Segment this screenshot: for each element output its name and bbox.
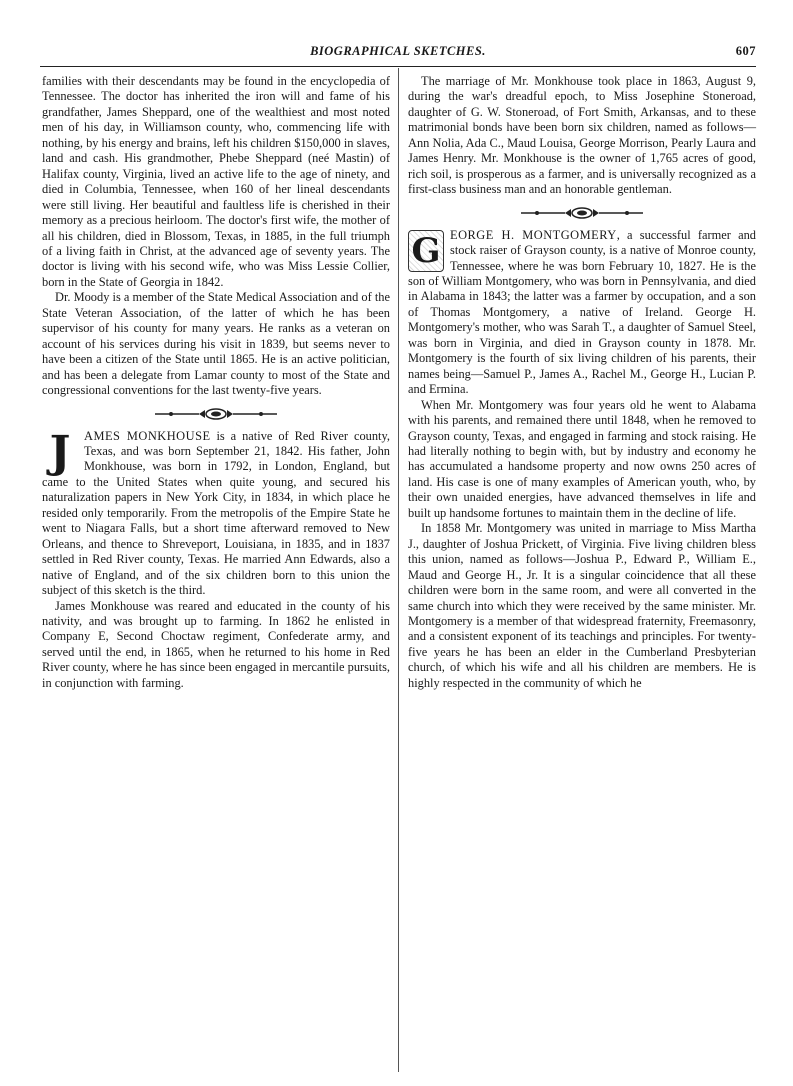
montgomery-name: EORGE H. MONTGOMERY <box>450 227 617 242</box>
monkhouse-paragraph-2: James Monkhouse was reared and educated in the county of his nativity, and was brought up to farming. In 1862 he enlisted in Company E, Second Choctaw regiment, Confederate army, and served until the end, in 1865, when he returned to his home in Red River county, where he has since been engaged in mercantile pursuits, in conjunction with farming. <box>42 598 390 690</box>
montgomery-paragraph-3: In 1858 Mr. Montgomery was united in marriage to Miss Martha J., daughter of Joshua Prickett, of Virginia. Five living children bless this union, named as follows—Joshua P., Edward P., William E., Maud and George H., Jr. It is a singular coincidence that all these children were born in the same room, and were all converted in the same church into which they were received by the same minister. Mr. Montgomery is a member of that widespread fraternity, Freemasonry, and a consistent exponent of its teachings and principles. For twenty-five years he has been an elder in the Cumberland Presbyterian church, of which his wife and all his children are members. He is highly respected in the community of which he <box>408 521 756 690</box>
scroll-ornament-icon <box>42 399 390 429</box>
montgomery-section <box>408 228 756 692</box>
monkhouse-section <box>42 426 390 692</box>
right-column <box>408 74 756 691</box>
monkhouse-paragraph-3: The marriage of Mr. Monkhouse took place in 1863, August 9, during the war's dreadful epoch, to Miss Josephine Stoneroad, daughter of G. W. Stoneroad, of Fort Smith, Arkansas, and to these matrimonial bonds have been born six children, named as follows—Ann Nolia, Ada C., Maud Louisa, George Morrison, Pearly Laura and James Henry. Mr. Monkhouse is the owner of 1,765 acres of good, rich soil, is prosperous as a farmer, and is universally recognized as a first-class business man and an honorable gentleman. <box>408 74 756 197</box>
monkhouse-paragraph-1-text: is a native of Red River county, Texas, and was born September 21, 1842. His father, John Monkhouse, was born in 1792, in London, England, but came to the United States when quite young, and secured his naturalization papers in New York City, in 1834, in which place he resided only temporarily. From the metropolis of the Empire State he went to Niagara Falls, but a short time afterward removed to New Orleans, and thence to Shreveport, Louisiana, in 1835, and in 1837 settled in Red River county, Texas. He married Ann Edwards, also a native of England, and of the six children born to this union the subject of this sketch is the third. <box>42 428 390 598</box>
header-rule <box>40 66 756 67</box>
montgomery-paragraph-1 <box>408 228 756 398</box>
page-header <box>40 44 756 62</box>
montgomery-paragraph-1-text: , a successful farmer and stock raiser of Grayson county, is a native of Monroe county, Tennessee, where he was born February 10, 1827. He is the son of William Montgomery, who was born in Pennsylvania, and died in Alabama in 1843; the latter was a farmer by occupation, and a son of Thomas Montgomery, a native of Ireland. George H. Montgomery's mother, who was Sarah T., a daughter of Samuel Steel, was born in Virginia, and died in Grayson county in 1878. Mr. Montgomery is the fourth of six living children of his parents, their names being—Samuel P., James A., Rachel M., George H., Lucian P. and Ermina. <box>408 227 756 397</box>
left-column <box>42 74 390 691</box>
montgomery-paragraph-2: When Mr. Montgomery was four years old he went to Alabama with his parents, and remained there until 1848, when he removed to Grayson county, Texas, and engaged in farming and stock raising. He had literally nothing to begin with, but by industry and economy he has accumulated a handsome property and now owns 250 acres of land. His case is one of many examples of American youth, who, by their own unaided energies, have advanced themselves in life and built up handsome fortunes to maintain them in the decline of life. <box>408 397 756 520</box>
dropcap-g: G <box>408 230 444 272</box>
monkhouse-paragraph-1 <box>42 426 390 599</box>
page-number: 607 <box>735 44 756 58</box>
moody-paragraph-2: Dr. Moody is a member of the State Medical Association and of the State Veteran Association, of the latter of which he has been supervisor of his county for many years. He ranks as a veteran on account of his services during his visit in 1839, but seems never to have been a citizen of the State until 1865. He is an active politician, and has been a delegate from Lamar county to most of the State and congressional conventions for the last twenty-five years. <box>42 290 390 398</box>
moody-paragraph-1: families with their descendants may be found in the encyclopedia of Tennessee. The doctor has inherited the iron will and fame of his grandfather, James Sheppard, one of the wealthiest and most noted men of his day, in Williamson county, who, commencing life with nothing, by his energy and brains, left his children $150,000 in slaves, land and cash. His grandmother, Phebe Sheppard (neé Mastin) of Halifax county, Virginia, lived an active life to the age of ninety, and died in Columbia, Tennessee, when 160 of her lineal descendants were still living. Her beautiful and faultless life is cherished in their memory as a precious heirloom. The doctor's first wife, the mother of all his children, died in Blossom, Texas, in 1885, in the full triumph of a living faith in Christ, at the advanced age of seventy years. The doctor is living with his second wife, who was Miss Lessie Collier, born in the State of Georgia in 1842. <box>42 74 390 289</box>
monkhouse-name: AMES MONKHOUSE <box>84 428 211 443</box>
dropcap-j: J <box>49 426 71 478</box>
column-divider <box>398 68 399 1072</box>
running-title: BIOGRAPHICAL SKETCHES. <box>310 44 486 58</box>
scroll-ornament-icon <box>408 198 756 228</box>
